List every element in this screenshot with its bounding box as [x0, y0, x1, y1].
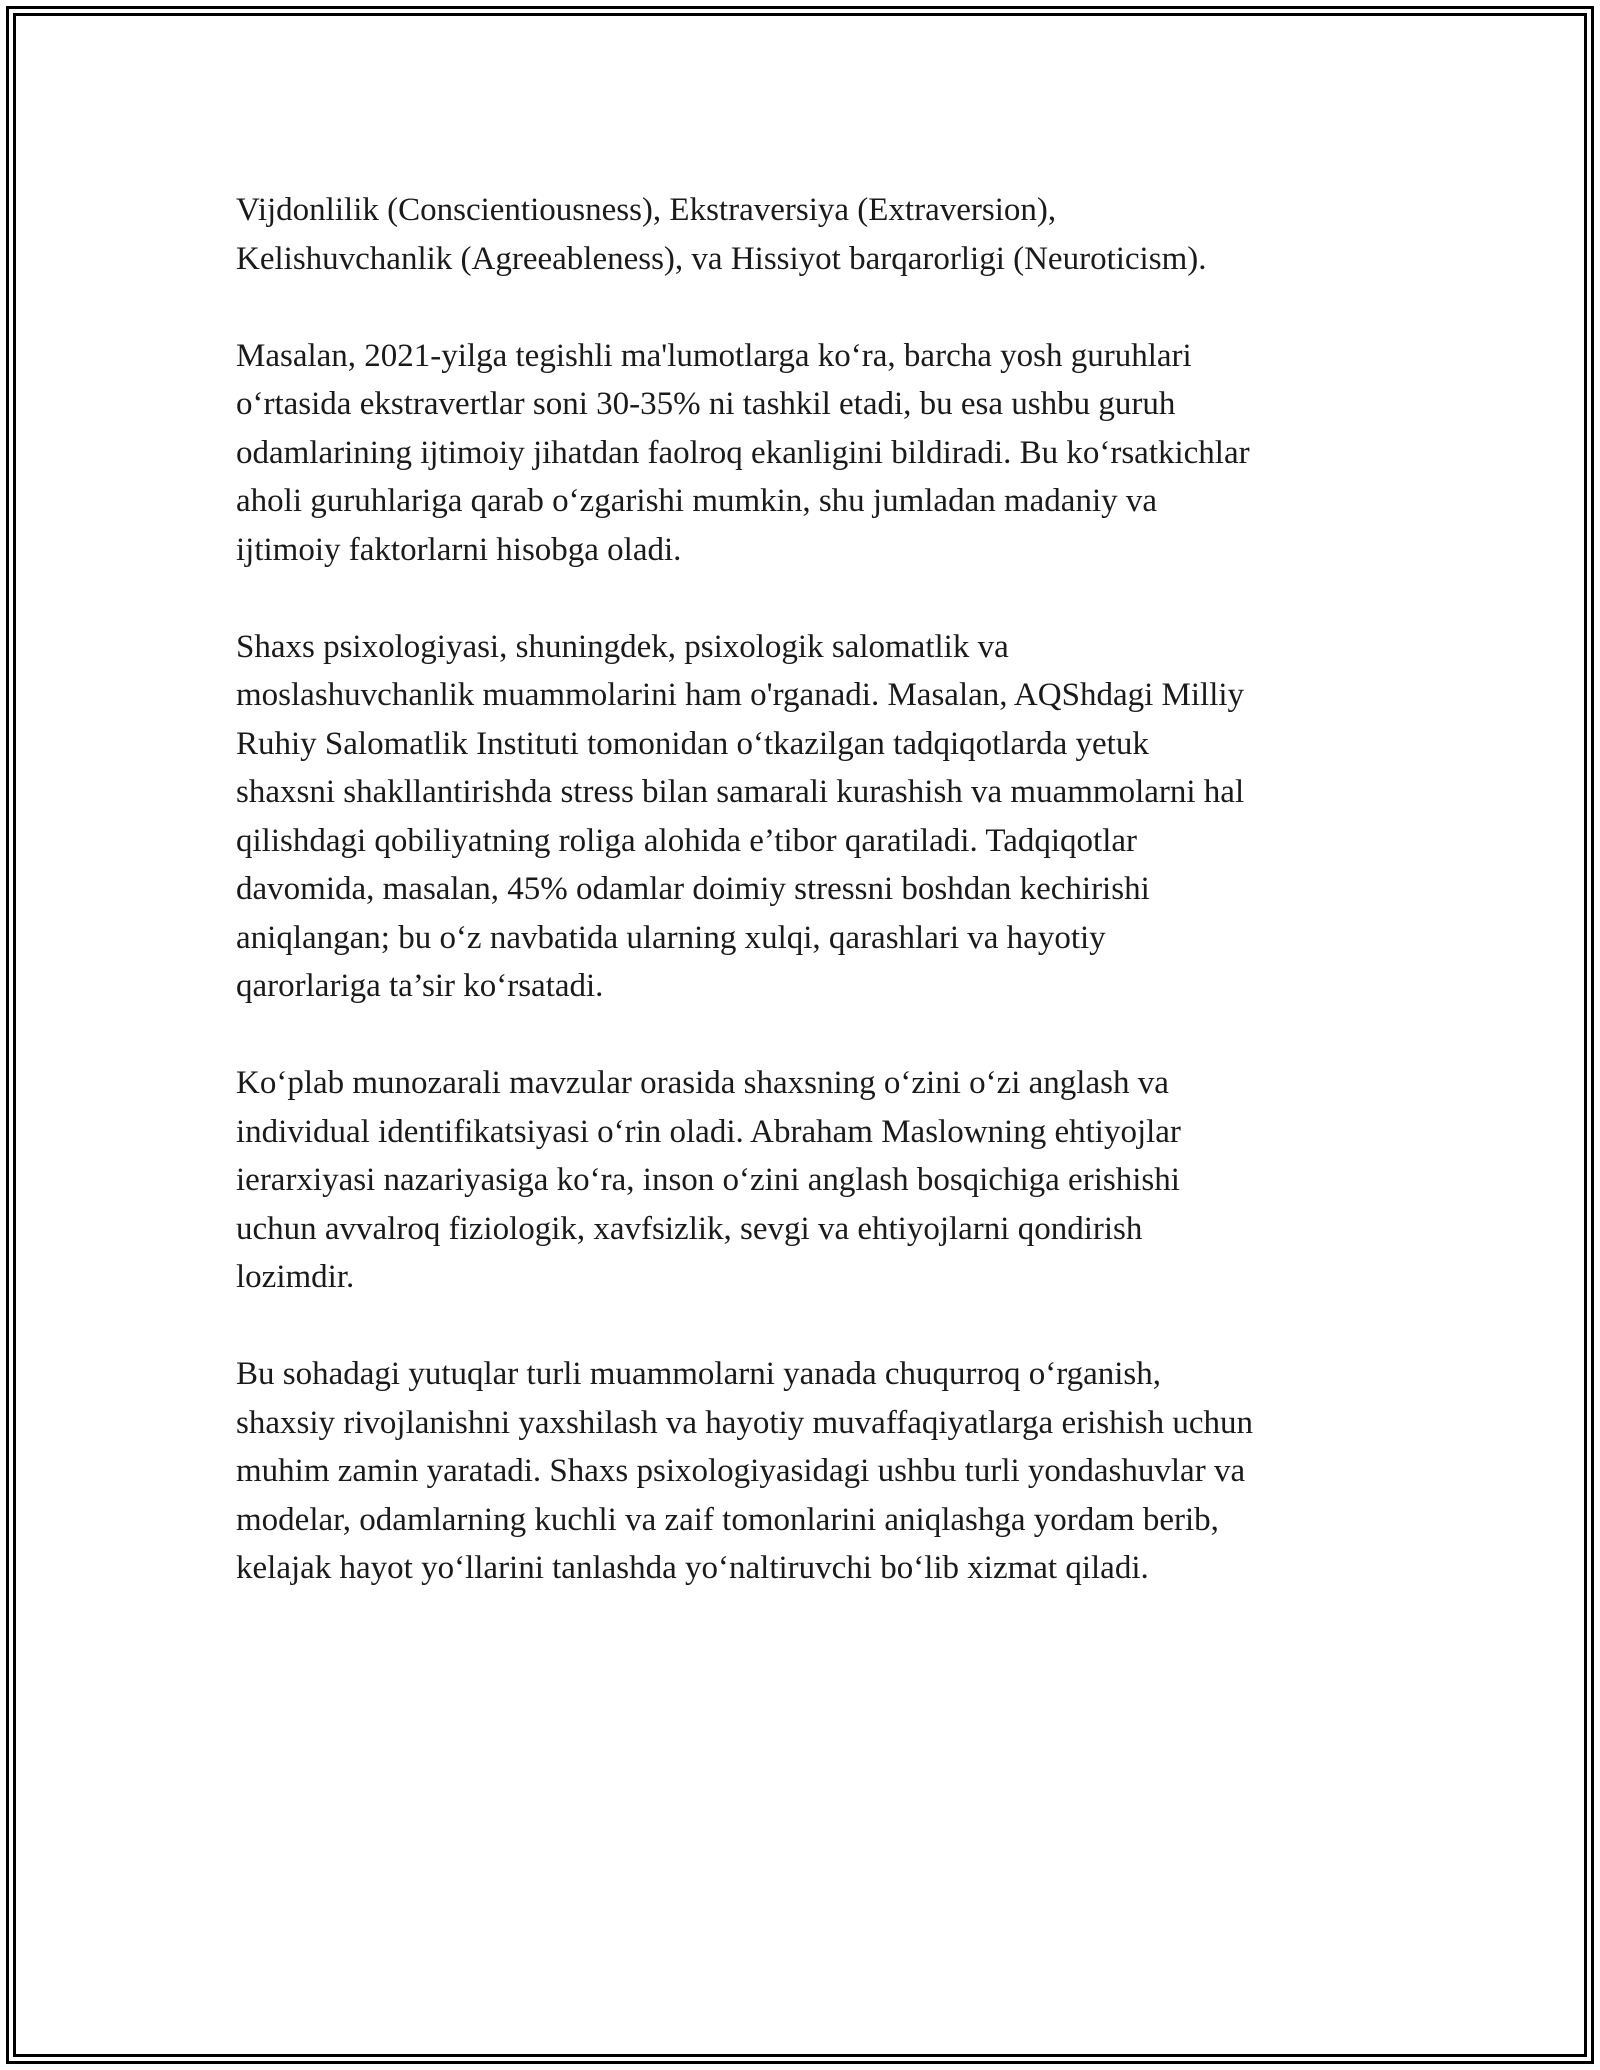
- text-line: Bu sohadagi yutuqlar turli muammolarni yanada chuqurroq o‘rganish,: [236, 1356, 1162, 1392]
- text-line: modelar, odamlarning kuchli va zaif tomonlarini aniqlashga yordam berib,: [236, 1501, 1219, 1538]
- text-line: uchun avvalroq fiziologik, xavfsizlik, sevgi va ehtiyojlarni qondirish: [236, 1210, 1143, 1247]
- text-line: odamlarining ijtimoiy jihatdan faolroq ekanligini bildiradi. Bu ko‘rsatkichlar: [236, 434, 1250, 471]
- text-line: Masalan, 2021-yilga tegishli ma'lumotlarga ko‘ra, barcha yosh guruhlari: [236, 337, 1192, 374]
- text-line: aholi guruhlariga qarab o‘zgarishi mumkin, shu jumladan madaniy va: [236, 483, 1158, 519]
- paragraph-psychological-health: [236, 623, 1386, 1011]
- text-line: lozimdir.: [236, 1259, 355, 1295]
- text-line: o‘rtasida ekstravertlar soni 30-35% ni tashkil etadi, bu esa ushbu guruh: [236, 386, 1176, 422]
- text-line: shaxsiy rivojlanishni yaxshilash va hayotiy muvaffaqiyatlarga erishish uchun: [236, 1404, 1254, 1441]
- text-line: davomida, masalan, 45% odamlar doimiy stressni boshdan kechirishi: [236, 871, 1150, 907]
- text-line: Ruhiy Salomatlik Instituti tomonidan o‘tkazilgan tadqiqotlarda yetuk: [236, 725, 1149, 762]
- text-line: moslashuvchanlik muammolarini ham o'rganadi. Masalan, AQShdagi Milliy: [236, 677, 1245, 713]
- text-line: muhim zamin yaratadi. Shaxs psixologiyasidagi ushbu turli yondashuvlar va: [236, 1453, 1246, 1489]
- paragraph-extravert-statistics: [236, 332, 1386, 575]
- text-line: Vijdonlilik (Conscientiousness), Ekstraversiya (Extraversion),: [236, 192, 1057, 228]
- text-line: Kelishuvchanlik (Agreeableness), va Hissiyot barqarorligi (Neuroticism).: [236, 240, 1207, 277]
- text-line: individual identifikatsiyasi o‘rin oladi. Abraham Maslowning ehtiyojlar: [236, 1113, 1181, 1150]
- text-line: aniqlangan; bu o‘z navbatida ularning xulqi, qarashlari va hayotiy: [236, 919, 1106, 956]
- document-body: [236, 186, 1386, 1641]
- paragraph-big-five-traits: [236, 186, 1386, 283]
- text-line: qarorlariga ta’sir ko‘rsatadi.: [236, 968, 604, 1004]
- text-line: Shaxs psixologiyasi, shuningdek, psixologik salomatlik va: [236, 628, 1009, 665]
- paragraph-maslow-hierarchy: [236, 1059, 1386, 1302]
- text-line: kelajak hayot yo‘llarini tanlashda yo‘naltiruvchi bo‘lib xizmat qiladi.: [236, 1550, 1149, 1586]
- paragraph-conclusion: [236, 1350, 1386, 1593]
- text-line: ierarxiyasi nazariyasiga ko‘ra, inson o‘zini anglash bosqichiga erishishi: [236, 1162, 1180, 1198]
- text-line: ijtimoiy faktorlarni hisobga oladi.: [236, 531, 682, 568]
- text-line: qilishdagi qobiliyatning roliga alohida e’tibor qaratiladi. Tadqiqotlar: [236, 822, 1138, 859]
- text-line: Ko‘plab munozarali mavzular orasida shaxsning o‘zini o‘zi anglash va: [236, 1065, 1169, 1101]
- text-line: shaxsni shakllantirishda stress bilan samarali kurashish va muammolarni hal: [236, 774, 1245, 810]
